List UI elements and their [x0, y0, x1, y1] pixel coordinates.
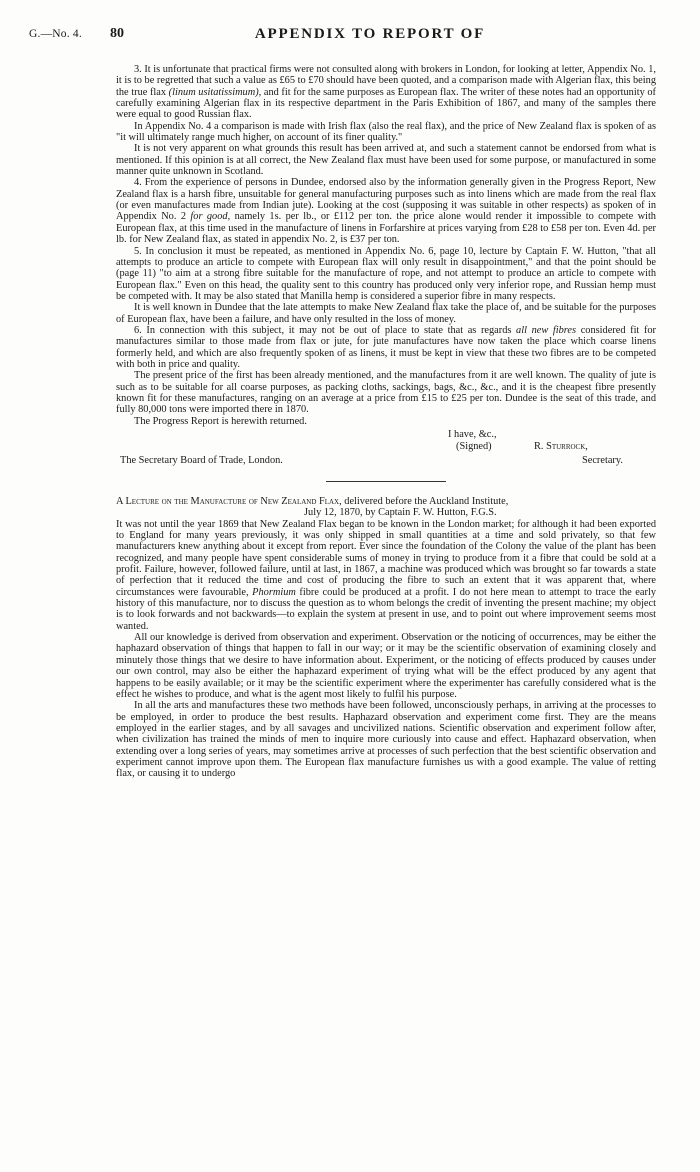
- section-divider: [326, 481, 446, 482]
- running-title: APPENDIX TO REPORT OF: [254, 26, 486, 42]
- lecture-heading: A Lecture on the Manufacture of New Zealand Flax, delivered before the Auckland Institute,: [116, 496, 509, 507]
- letter-paragraph-4: 4. From the experience of persons in Dundee, endorsed also by the information generally given in the Progress Report, New Zealand flax is a harsh fibre, unsuitable for general manufacturing purposes such as into linens which are made from the real flax (or even manufactures made from Indian jute). Looking at the cost (supposing it was suitable in other respects) as spoken of in Appendix No. 2 for good, namely 1s. per lb., or £112 per ton. the price alone would render it impossible to compete with European flax, at this time used in the manufacture of linens in Forfarshire at prices varying from £28 to £58 per ton. Even 4d. per lb. for New Zealand flax, as stated in appendix No. 2, is £37 per ton.: [116, 177, 656, 246]
- signatory-name: R. Sturrock,: [534, 441, 588, 452]
- addressee: The Secretary Board of Trade, London.: [120, 455, 283, 466]
- letter-paragraph-5b: It is well known in Dundee that the late attempts to make New Zealand flax take the place of, and be suitable for the purposes of European flax, have been a failure, and have only resulted in the loss of money.: [116, 302, 656, 325]
- letter-paragraph-6b: The present price of the first has been already mentioned, and the manufactures from it are well known. The quality of jute is such as to be suitable for all coarse purposes, as packing cloths, sackings, bags, &c., &c., and it is the cheapest fibre presently known fit for these manufactures, ranging on an average at a price from £15 to £25 per ton. Dundee is the seat of this trade, and fully 80,000 tons were imported there in 1870.: [116, 370, 656, 416]
- document-code: G.—No. 4.: [29, 28, 82, 40]
- closing: I have, &c.,: [448, 429, 497, 440]
- letter-paragraph-5: 5. In conclusion it must be repeated, as mentioned in Appendix No. 6, page 10, lecture by Captain F. W. Hutton, "that all attempts to produce an article to compete with European flax will only result in disappointment," and that the point should be (page 11) "to aim at a strong fibre suitable for the manufacture of rope, and not attempt to produce an article to compete with European flax." Even on this head, the quality sent to this country has produced only very inferior rope, and Russian hemp must be competed with. It may be also stated that Manilla hemp is considered a superior fibre in many respects.: [116, 245, 656, 302]
- letter-paragraph-6c: The Progress Report is herewith returned.: [134, 415, 307, 427]
- lecture-paragraph-1: It was not until the year 1869 that New Zealand Flax began to be known in the London market; for although it had been exported to England for many years previously, it was only shipped in small quantities at a time and sold privately, so that few manufacturers knew anything about it except from report. Ever since the foundation of the Colony the value of the plant has been recognized, and many people have spent considerable sums of money in trying to produce from it a fibre that could be sold at a profit. Failure, however, followed failure, until at last, in 1867, a machine was produced which was brought so far towards a state of perfection that it reduced the time and cost of producing the fibre to such an extent that it was apparent that, where circumstances were favourable, Phormium fibre could be produced at a profit. I do not here mean to attempt to trace the early history of this manufacture, nor to discuss the question as to whom belongs the credit of inventing the present machine; my object is to look forwards and not backwards—to explain the system at present in use, and to point out where improvement seems most wanted.: [116, 518, 656, 632]
- signature-block: [116, 429, 656, 475]
- lecture-heading-line2: July 12, 1870, by Captain F. W. Hutton, F.G.S.: [304, 507, 497, 519]
- page-number: 80: [110, 26, 124, 41]
- letter-paragraph-3b: In Appendix No. 4 a comparison is made with Irish flax (also the real flax), and the price of New Zealand flax is spoken of as "it will ultimately range much higher, on account of its finer quality.": [116, 120, 656, 144]
- letter-paragraph-3c: It is not very apparent on what grounds this result has been arrived at, and such a statement cannot be endorsed from what is mentioned. If this opinion is at all correct, the New Zealand flax must have been used for some purpose, or manufactured in some manner quite unknown in Scotland.: [116, 143, 656, 178]
- lecture-paragraph-2: All our knowledge is derived from observation and experiment. Observation or the noticing of occurrences, may be either the haphazard observation of things that happen to fall in our way; or it may be the scientific observation of examining closely and minutely those things that we desire to have information about. Experiment, or the noticing of effects produced by causes under our own control, may also be either the haphazard experiment of trying what will be the effect produced by any agent that happens to be easily available; or it may be the scientific experiment where the experimenter has carefully considered what is the effect he wishes to produce, and what is the agent most likely to fulfil his purpose.: [116, 632, 656, 700]
- letter-paragraph-3: 3. It is unfortunate that practical firms were not consulted along with brokers in London, for looking at letter, Appendix No. 1, it is to be regretted that such a value as £65 to £70 should have been quoted, and a comparison made with Algerian flax, this being the true flax (linum usitatissimum), and fit for the same purposes as European flax. The writer of these notes had an opportunity of carefully examining Algerian flax in its respective department in the Paris Exhibition of 1867, and many of the samples there were equal to good Russian flax.: [116, 64, 656, 121]
- signatory-title: Secretary.: [582, 455, 623, 466]
- lecture-paragraph-3: In all the arts and manufactures these two methods have been followed, unconsciously perhaps, in arriving at the processes to be employed, in order to produce the best results. Haphazard observation and experiment come first. They are the means employed in the earlier stages, and by all savages and uncivilized nations. Scientific observation and experiment follow after, when civilization has trained the minds of men to inquire more curiously into cause and effect. Haphazard observation, when extending over a long series of years, may sometimes arrive at processes of such perfection that the best scientific observation and experiment cannot improve upon them. The European flax manufacture furnishes us with a good example. The value of retting flax, or causing it to undergo: [116, 700, 656, 780]
- letter-paragraph-6: 6. In connection with this subject, it may not be out of place to state that as regards all new fibres considered fit for manufactures similar to those made from flax or jute, for jute manufactures have now taken the place which coarse linens formerly held, and which are also frequently spoken of as linens, it must be kept in view that these two fibres are to be competed with both in price and quality.: [116, 324, 656, 370]
- document-body: [116, 64, 656, 780]
- page-header: [0, 26, 700, 46]
- signed-label: (Signed): [456, 441, 492, 452]
